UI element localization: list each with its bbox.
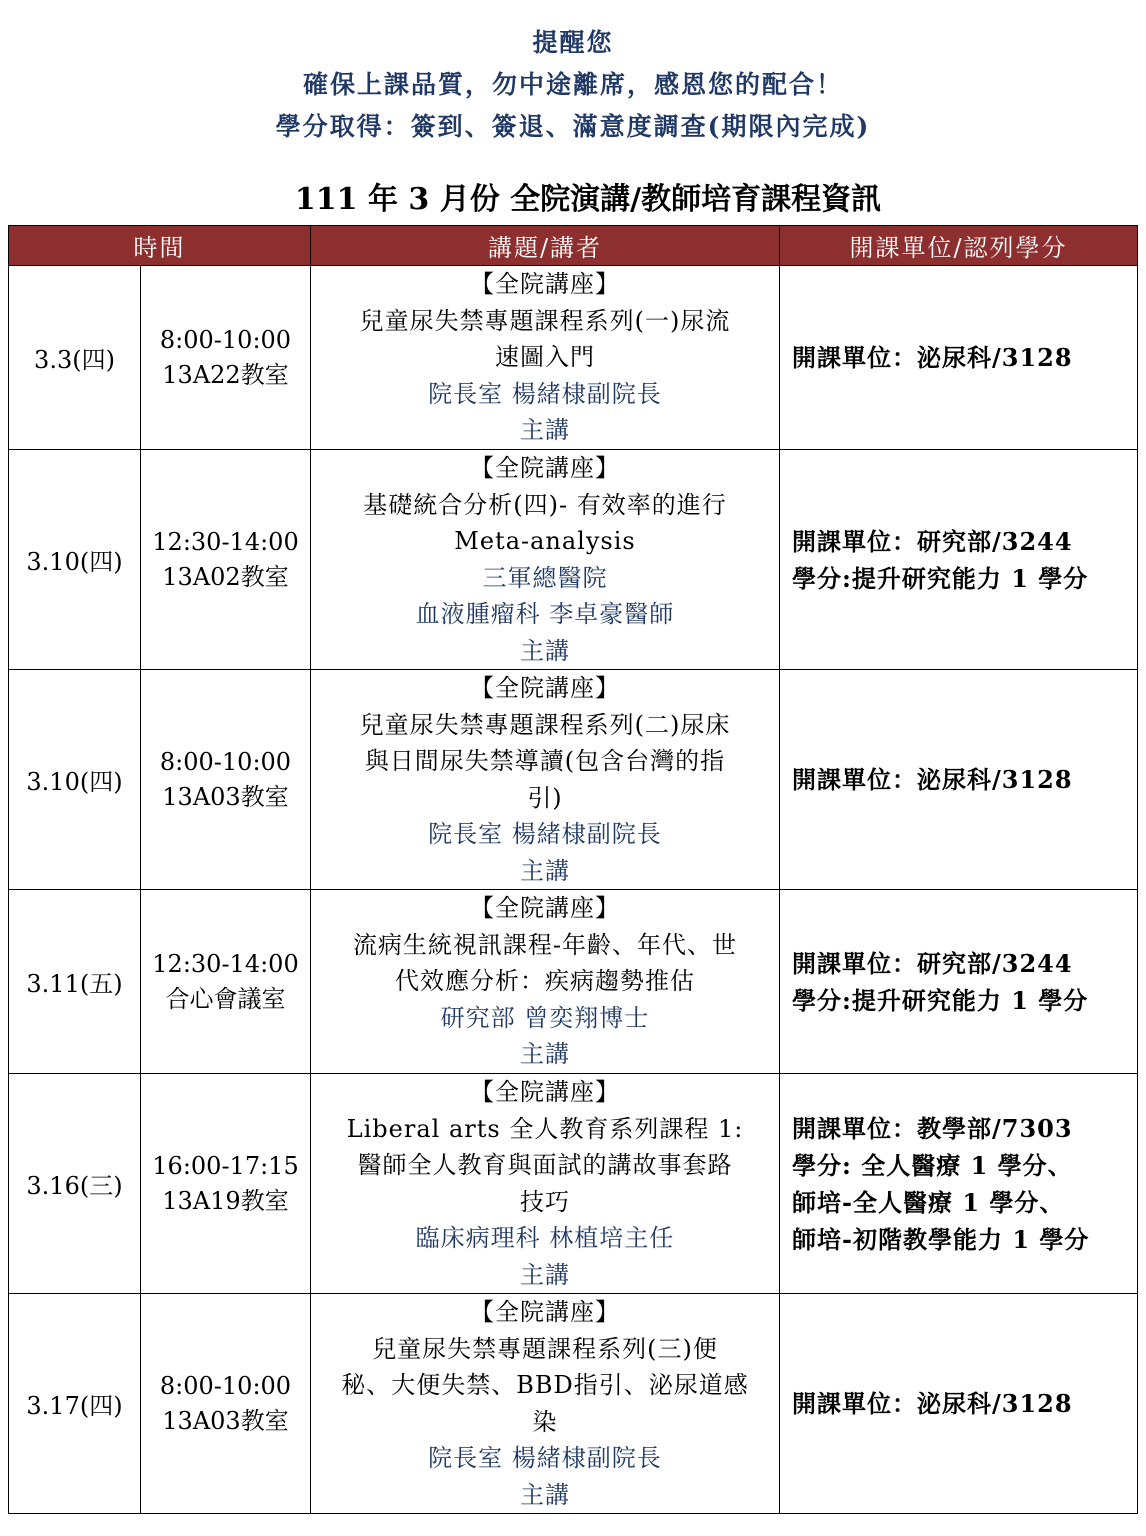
lecture-tag: 【全院講座】 xyxy=(470,454,620,482)
table-header-row xyxy=(9,226,1138,266)
row-date: 3.3(四) xyxy=(9,266,141,450)
lecture-tag: 【全院講座】 xyxy=(470,270,620,299)
row-room: 合心會議室 xyxy=(165,984,286,1013)
speaker-line: 主講 xyxy=(520,1040,570,1069)
table-row xyxy=(9,1074,1138,1294)
row-room: 13A22教室 xyxy=(162,360,289,389)
topic-line: 染 xyxy=(532,1407,558,1436)
unit-line: 學分: 全人醫療 1 學分、 xyxy=(792,1150,1073,1180)
unit-line: 開課單位：泌尿科/3128 xyxy=(792,1389,1073,1418)
row-room: 13A03教室 xyxy=(162,782,289,811)
unit-line: 開課單位：泌尿科/3128 xyxy=(792,765,1073,794)
page-title: 111 年 3 月份 全院演講/教師培育課程資訊 xyxy=(294,182,882,217)
row-room: 13A03教室 xyxy=(162,1406,289,1435)
speaker-line: 主講 xyxy=(520,1260,570,1289)
topic-line: 代效應分析：疾病趨勢推估 xyxy=(395,967,695,996)
row-unit-credit xyxy=(780,670,1138,890)
row-room: 13A02教室 xyxy=(162,562,289,591)
row-topic-speaker xyxy=(311,1294,780,1514)
header-unit: 開課單位/認列學分 xyxy=(780,226,1138,266)
row-topic-speaker xyxy=(311,670,780,890)
row-time: 8:00-10:00 xyxy=(159,747,292,776)
topic-line: 兒童尿失禁專題課程系列(三)便 xyxy=(372,1334,718,1363)
row-room: 13A19教室 xyxy=(162,1186,289,1215)
unit-line: 學分:提升研究能力 1 學分 xyxy=(792,563,1089,593)
notice-line-2: 確保上課品質，勿中途離席，感恩您的配合！ xyxy=(302,70,843,99)
topic-line: 速圖入門 xyxy=(495,343,595,372)
row-time-room xyxy=(141,450,311,670)
lecture-tag: 【全院講座】 xyxy=(470,894,620,923)
row-date: 3.16(三) xyxy=(9,1074,141,1294)
speaker-line: 院長室 楊緒棣副院長 xyxy=(428,820,662,848)
unit-line: 開課單位：泌尿科/3128 xyxy=(792,343,1073,372)
speaker-line: 主講 xyxy=(520,856,570,885)
table-row xyxy=(9,266,1138,450)
lecture-tag: 【全院講座】 xyxy=(470,1298,620,1326)
row-time-room xyxy=(141,1294,311,1514)
topic-line: 引) xyxy=(527,783,563,812)
schedule-table xyxy=(8,225,1138,1514)
header-time: 時間 xyxy=(9,226,311,266)
row-time: 12:30-14:00 xyxy=(152,949,299,978)
speaker-line: 主講 xyxy=(520,1480,570,1509)
row-time-room xyxy=(141,670,311,890)
table-row xyxy=(9,1294,1138,1514)
unit-line: 開課單位：教學部/7303 xyxy=(792,1113,1073,1143)
topic-line: 秘、大便失禁、BBD指引、泌尿道感 xyxy=(341,1371,749,1399)
speaker-line: 院長室 楊緒棣副院長 xyxy=(428,1444,662,1472)
speaker-line: 臨床病理科 林植培主任 xyxy=(415,1224,675,1252)
row-date: 3.11(五) xyxy=(9,890,141,1074)
table-row xyxy=(9,890,1138,1074)
topic-line: 基礎統合分析(四)- 有效率的進行 xyxy=(363,490,727,519)
topic-line: Liberal arts 全人教育系列課程 1: xyxy=(346,1114,744,1143)
row-topic-speaker xyxy=(311,1074,780,1294)
row-date: 3.17(四) xyxy=(9,1294,141,1514)
row-time-room xyxy=(141,266,311,450)
row-topic-speaker xyxy=(311,266,780,450)
row-unit-credit xyxy=(780,266,1138,450)
row-unit-credit xyxy=(780,1074,1138,1294)
topic-line: Meta-analysis xyxy=(454,527,636,555)
topic-line: 兒童尿失禁專題課程系列(一)尿流 xyxy=(359,306,731,335)
row-time: 16:00-17:15 xyxy=(152,1151,299,1180)
topic-line: 與日間尿失禁導讀(包含台灣的指 xyxy=(364,747,726,775)
lecture-tag: 【全院講座】 xyxy=(470,674,620,702)
topic-line: 兒童尿失禁專題課程系列(二)尿床 xyxy=(359,710,731,739)
row-date: 3.10(四) xyxy=(9,670,141,890)
row-unit-credit xyxy=(780,1294,1138,1514)
topic-line: 流病生統視訊課程-年齡、年代、世 xyxy=(352,930,738,959)
unit-line: 師培-全人醫療 1 學分、 xyxy=(792,1187,1065,1217)
row-time-room xyxy=(141,890,311,1074)
row-time-room xyxy=(141,1074,311,1294)
row-time: 12:30-14:00 xyxy=(152,527,299,556)
notice-line-1: 提醒您 xyxy=(532,28,614,57)
speaker-line: 院長室 楊緒棣副院長 xyxy=(428,379,662,408)
row-unit-credit xyxy=(780,450,1138,670)
row-topic-speaker xyxy=(311,890,780,1074)
topic-line: 醫師全人教育與面試的講故事套路 xyxy=(357,1151,733,1179)
unit-line: 師培-初階教學能力 1 學分 xyxy=(792,1224,1090,1254)
row-unit-credit xyxy=(780,890,1138,1074)
table-row xyxy=(9,450,1138,670)
topic-line: 技巧 xyxy=(520,1187,570,1216)
speaker-line: 主講 xyxy=(520,416,570,445)
speaker-line: 研究部 曾奕翔博士 xyxy=(440,1003,650,1032)
row-date: 3.10(四) xyxy=(9,450,141,670)
notice-line-3: 學分取得：簽到、簽退、滿意度調查(期限內完成) xyxy=(275,112,871,141)
row-time: 8:00-10:00 xyxy=(159,1371,292,1400)
speaker-line: 主講 xyxy=(520,636,570,665)
table-row xyxy=(9,670,1138,890)
speaker-line: 三軍總醫院 xyxy=(482,563,608,592)
unit-line: 開課單位：研究部/3244 xyxy=(792,526,1073,556)
row-topic-speaker xyxy=(311,450,780,670)
unit-line: 學分:提升研究能力 1 學分 xyxy=(792,985,1089,1015)
header-topic: 講題/講者 xyxy=(311,226,780,266)
speaker-line: 血液腫瘤科 李卓豪醫師 xyxy=(415,600,675,628)
unit-line: 開課單位：研究部/3244 xyxy=(792,948,1073,978)
lecture-tag: 【全院講座】 xyxy=(470,1078,620,1106)
row-time: 8:00-10:00 xyxy=(159,325,292,354)
